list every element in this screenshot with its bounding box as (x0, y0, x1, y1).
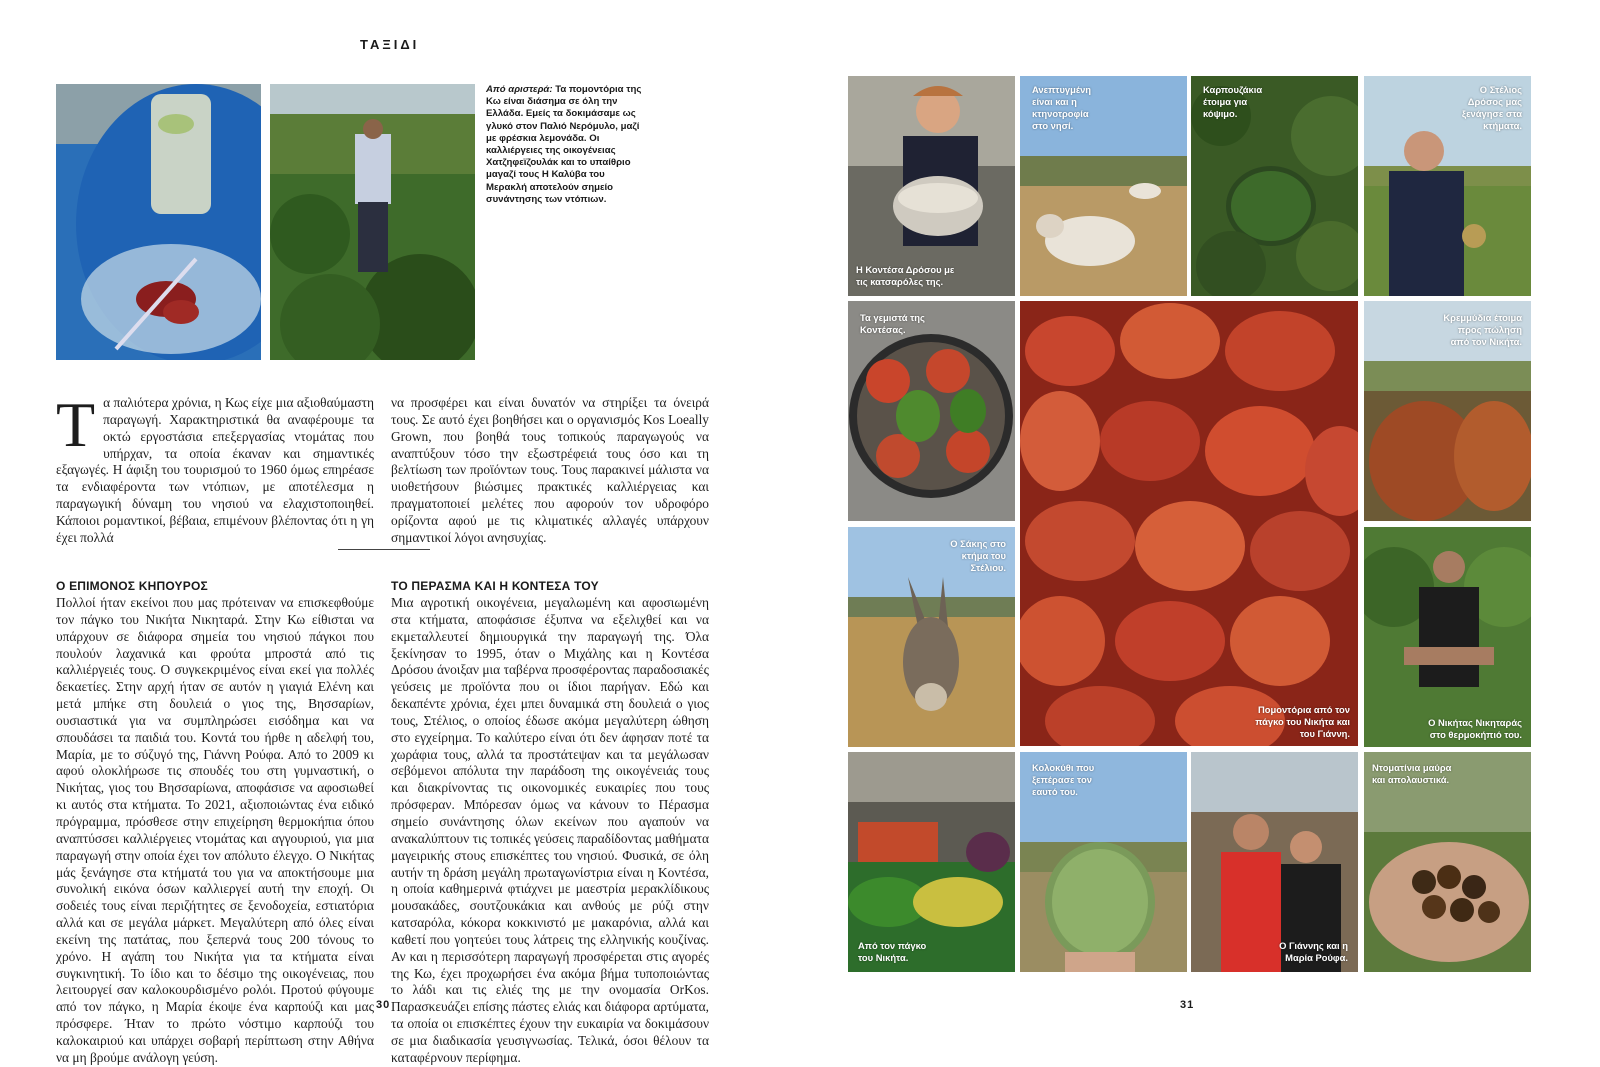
section-label: ΤΑΞΙΔΙ (360, 37, 420, 52)
intro-column-2 (391, 395, 709, 547)
section-text-2: Μια αγροτική οικογένεια, μεγαλωμένη και αφοσιωμένη στα κτήματα, αποφάσισε έξυπνα να εξελιχθεί και να εκμεταλλευτεί δημιουργικά την παραγωγή της. Όλα ξεκίνησαν το 1995, όταν ο Μιχάλης και η Κοντέσα Δρόσου άνοιξαν μια ταβέρνα προσφέροντας παραδοσιακές γεύσεις με προϊόντα που οι ίδιοι παρήγαν. Εδώ και δεκαπέντε χρόνια, έχει μπει δυναμικά στη δουλειά ο γιος τους, Στέλιος, ο οποίος έδωσε ακόμα μεγαλύτερη ώθηση στο εγχείρημα. Το καλύτερο είναι ότι δεν άφησαν ποτέ τα χωράφια τους, αλλά τα προστάτεψαν και τα μεγάλωσαν σεβόμενοι απόλυτα την παράδοση της οικογένειάς τους και διακρίνοντας τις οικονομικές ευκαιρίες που τους πρόσφεραν. Μπόρεσαν όμως να κάνουν το Πέρασμα σημείο συνάντησης όλων εκείνων που αγαπούν να ανακαλύπτουν τις τοπικές γεύσεις παραδίδοντας μαθήματα μαγειρικής στους επισκέπτες του νησιού. Φυσικά, σε όλη αυτήν τη δράση μεγάλη πρωταγωνίστρια είναι η Κοντέσα, η οποία καθημερινά φτιάχνει με μαεστρία μερακλίδικους μουσακάδες, σουτζουκάκια και ανθούς με ρύζι στην κατσαρόλα, κόκορα κοκκινιστό με μακαρόνια, αλλά και καθετί που γοητεύει τους λάτρεις της ελληνικής κουζίνας. Αν και η περισσότερη παραγωγή προσφέρεται στις αγορές της Κω, έχει προχωρήσει ένα ακόμα βήμα τυποποιώντας το λάδι και τις ελιές της με την ονομασία OrKos. Παρασκευάζει επίσης πάστες ελιάς και διάφορα αρτύματα, τα οποία οι επισκέπτες έχουν την ευκαιρία να δοκιμάσουν σε μια διαδικασία γευσιγνωσίας. Τελικά, όσοι θέλουν τα καταφέρνουν περίφημα. (391, 595, 709, 1065)
stall-photo (848, 752, 1015, 972)
tile-caption-kontesa: Η Κοντέσα Δρόσου με τις κατσαρόλες της. (856, 264, 955, 287)
nikitas-photo (1364, 527, 1531, 747)
caption-text: Τα πομοντόρια της Κω είναι διάσημα σε όλη την Ελλάδα. Εμείς τα δοκιμάσαμε ως γλυκό στον Παλιό Νερόμυλο, μαζί με φρέσκια λεμονάδα. Οι καλλιέργειες της οικογένειας Χατζηφεϊζουλάκ και το υπαίθριο μαγαζί τους Η Καλύβα του Μερακλή αποτελούν σημείο συνάντησης των ντόπιων. (486, 84, 642, 205)
tile-caption-stall: Από τον πάγκο του Νικήτα. (858, 940, 927, 963)
divider-rule (338, 549, 430, 550)
tile-caption-gemista: Τα γεμιστά της Κοντέσας. (860, 312, 925, 335)
tomatoes-photo (1020, 301, 1358, 746)
tile-caption-donkey: Ο Σάκης στο κτήμα του Στέλιου. (950, 538, 1006, 573)
kontesa-photo (848, 76, 1015, 296)
lemonade-photo (56, 84, 261, 360)
tile-caption-zucchini: Κολοκύθι που ξεπέρασε τον εαυτό του. (1032, 762, 1095, 797)
page-number-right: 31 (1180, 999, 1195, 1011)
intro-text-2: να προσφέρει και είναι δυνατόν να στηρίξει τα όνειρά τους. Σε αυτό έχει βοηθήσει και ο οργανισμός Kos Loeally Grown, που βοηθά τους τοπικούς παραγωγούς να αναπτύξουν τόσο την εξωστρέφειά τους όσο και τη βελτίωση των προϊόντων τους. Τους παρακινεί μάλιστα να υιοθετήσουν βιώσιμες πρακτικές καλλιέργειας και πραγματοποιεί μελέτες που αφορούν τον υδροφόρο ορίζοντα αφού με τις κλιματικές αλλαγές υπάρχουν σημαντικοί λόγοι ανησυχίας. (391, 395, 709, 545)
tile-caption-couple: Ο Γιάννης και η Μαρία Ρούφα. (1279, 940, 1348, 963)
couple-photo (1191, 752, 1358, 972)
drop-cap: Τ (56, 389, 96, 460)
section-heading-1: Ο ΕΠΙΜΟΝΟΣ ΚΗΠΟΥΡΟΣ (56, 579, 208, 593)
tile-caption-nikitas: Ο Νικήτας Νικηταράς στο θερμοκήπιό του. (1428, 717, 1522, 740)
section-heading-2: ΤΟ ΠΕΡΑΣΜΑ ΚΑΙ Η ΚΟΝΤΕΣΑ ΤΟΥ (391, 579, 599, 593)
tile-caption-tomatoes: Πομοντόρια από τον πάγκο του Νικήτα και του Γιάννη. (1255, 704, 1350, 739)
photo-caption (486, 84, 646, 206)
tile-caption-onions: Κρεμμύδια έτοιμα προς πώληση από τον Νικήτα. (1443, 312, 1522, 347)
intro-column-1 (56, 389, 375, 547)
garden-photo (270, 84, 475, 360)
tile-caption-watermelons: Καρπουζάκια έτοιμα για κόψιμο. (1203, 84, 1263, 119)
tile-caption-cattle: Ανεπτυγμένη είναι και η κτηνοτροφία στο νησί. (1032, 84, 1092, 131)
tile-caption-stelios: Ο Στέλιος Δρόσος μας ξενάγησε στα κτήματα. (1461, 84, 1522, 131)
caption-lead: Από αριστερά: (486, 84, 553, 95)
tile-caption-cherry: Ντοματίνια μαύρα και απολαυστικά. (1372, 762, 1452, 785)
section-text-1: Πολλοί ήταν εκείνοι που μας πρότειναν να επισκεφθούμε τον πάγκο του Νικήτα Νικηταρά. Στην Κω είθισται να υπάρχουν σε διάφορα σημεία του νησιού πάγκοι που πουλούν λαχανικά και φρούτα μπροστά από τις καλλιέργειές τους. Ο συγκεκριμένος είναι εκεί για πολλές δεκαετίες. Στην αρχή ήταν σε αυτόν η γιαγιά Ελένη και μετά μπήκε στη δουλειά ο γιος της, Βησσαρίων, ουσιαστικά για να συμπληρώσει εισόδημα και να σπουδάσει τα παιδιά του. Κοντά του ήρθε η αδελφή του, Μαρία, με το σύζυγό της, Γιάννη Ρούφα. Από το 2009 κι αφού ολοκλήρωσε τις σπουδές του στη γυμναστική, ο Νικήτας, γιος του Βησσαρίωνα, αποφάσισε να αφοσιωθεί κι αυτός στα κτήματα. Το 2021, αξιοποιώντας ένα ειδικό πρόγραμμα, πρόσθεσε στην επιχείρηση θερμοκήπια όπου αναπτύσσει καλλιέργειες ντομάτας και αγγουριού, για μια παραγωγή στην οποία έχει τον απόλυτο έλεγχο. Ο Νικήτας μάς ξενάγησε στα κτήματά του για να αποκτήσουμε μια συνολική εικόνα όσων καλλιεργεί αυτή την εποχή. Οι σοδειές τους είναι περιζήτητες σε ξενοδοχεία, εστιατόρια αλλά και σε μεγάλα μάρκετ. Μεγαλύτερη από όλες είναι εκείνη της πατάτας, που ξεπερνά τους 200 τόνους το χρόνο. Η αγάπη του Νικήτα για τα κτήματα είναι συγκινητική. Το ίδιο και το δέσιμο της οικογένειας, που λειτουργεί σαν καλοκουρδισμένο ρολόι. Προτού φύγουμε από τον πάγκο, η Μαρία έκοψε ένα καρπούζι και μας πρόσφερε. Ήταν το πρώτο νόστιμο καρπούζι του καλοκαιριού και υπάρχει σοβαρή περίπτωση στην Αθήνα να μη βρούμε ανάλογη γεύση. (56, 595, 374, 1065)
page-number-left: 30 (376, 999, 391, 1011)
intro-text-1: α παλιότερα χρόνια, η Κως είχε μια αξιοθαύμαστη παραγωγή. Χαρακτηριστικά θα αναφέρουμε τα οκτώ εργοστάσια επεξεργασίας ντομάτας που υπήρχαν, τα οποία έκαναν και σημαντικές εξαγωγές. Η άφιξη του τουρισμού το 1960 όμως επηρέασε τα ενδιαφέροντα των ντόπιων, με αποτέλεσμα η παραγωγική δύναμη του νησιού να ελαχιστοποιηθεί. Κάποιοι ρομαντικοί, βέβαια, επιμένουν βλέποντας ότι η γη έχει πολλά (56, 395, 375, 545)
